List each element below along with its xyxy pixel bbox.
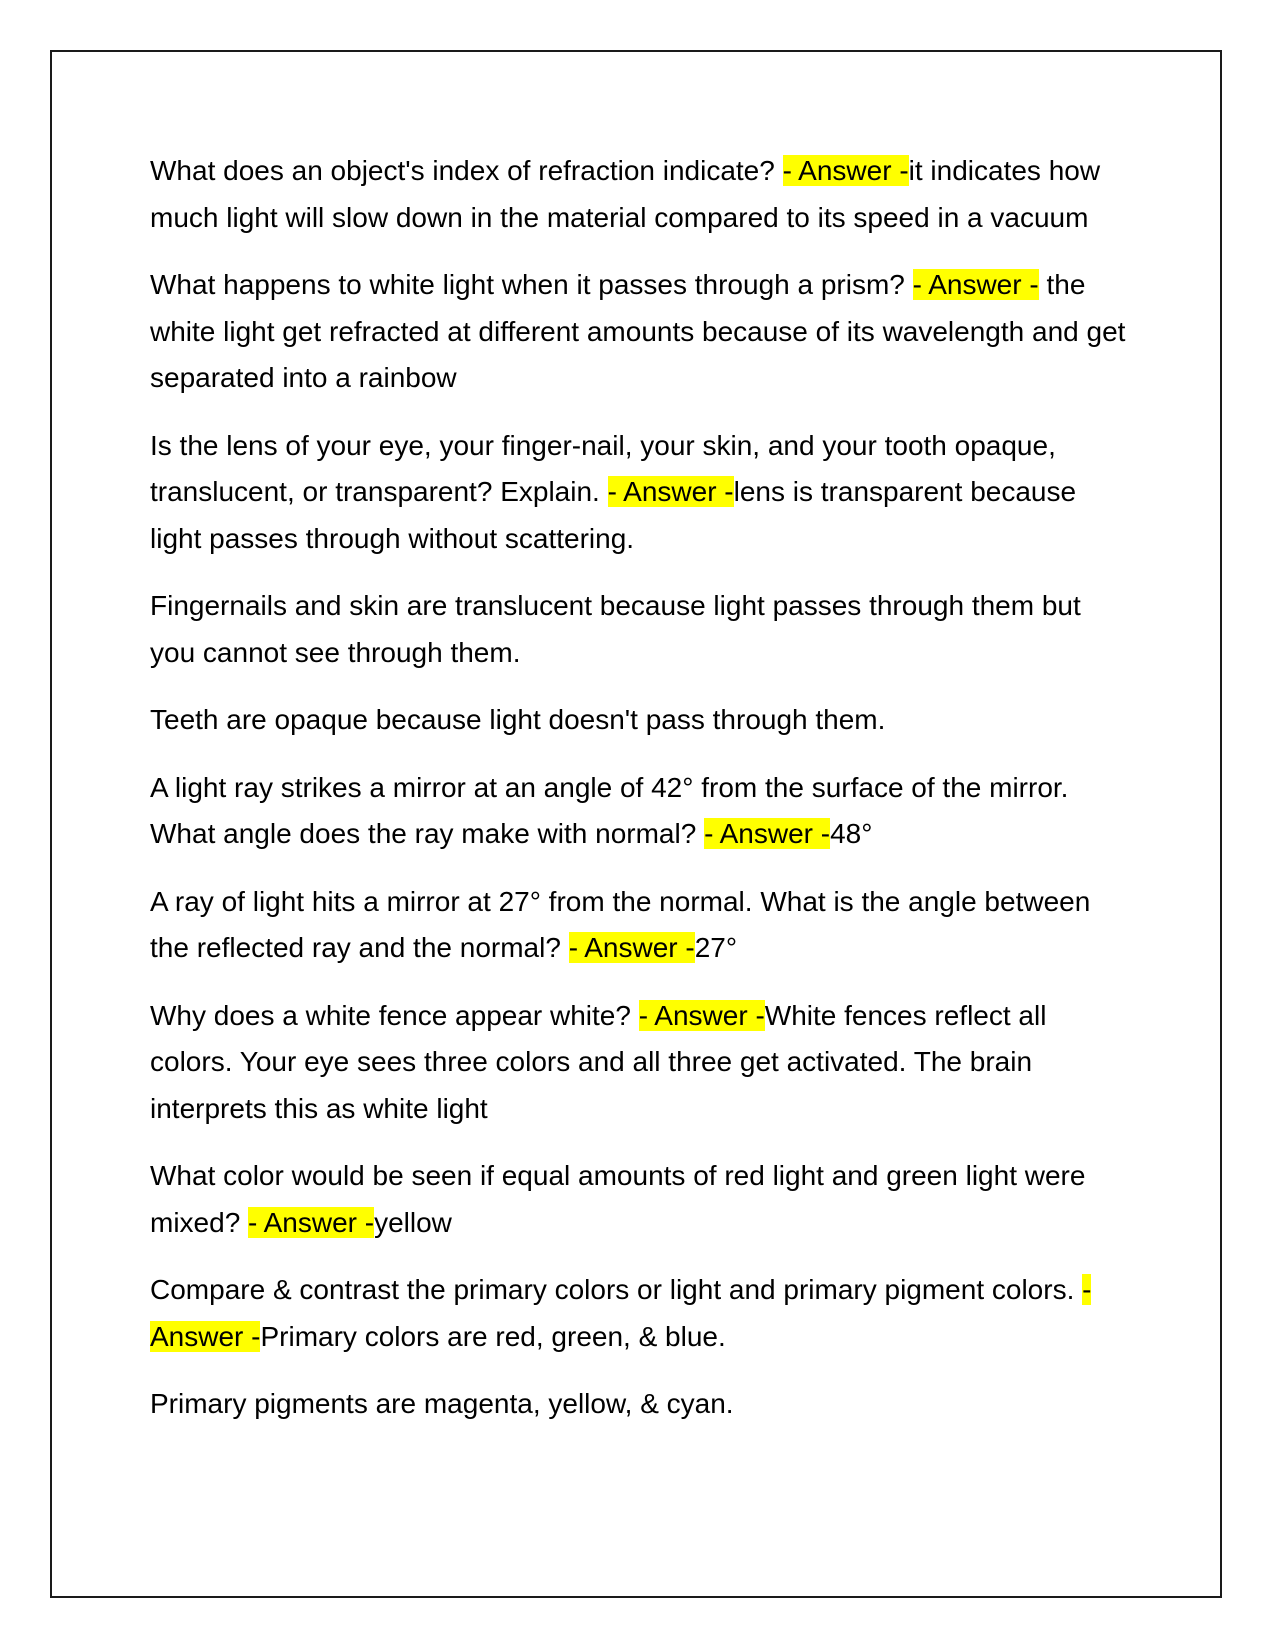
answer-text: White fences reflect all colors. Your eye sees three colors and all three get activated. The brain interprets this as white light [150, 999, 1047, 1124]
question-text: What does an object's index of refraction indicate? [150, 155, 783, 186]
answer-marker: - Answer - [782, 155, 909, 186]
answer-marker: - Answer - [248, 1206, 375, 1238]
answer-marker: - Answer - [568, 932, 695, 963]
question-text: A ray of light hits a mirror at 27° from the normal. What is the angle between the reflected ray and the normal? [150, 885, 1091, 963]
text-paragraph [150, 1381, 1130, 1428]
answer-text: lens is transparent because light passes through without scattering. [150, 476, 1077, 554]
question-text: Compare & contrast the primary colors or light and primary pigment colors. [150, 1274, 1083, 1305]
paragraph-text: Teeth are opaque because light doesn't pass through them. [150, 704, 886, 735]
question-text: Why does a white fence appear white? [150, 999, 639, 1031]
qa-paragraph [150, 423, 1130, 563]
answer-text: it indicates how much light will slow down in the material compared to its speed in a vacuum [150, 155, 1101, 233]
qa-paragraph [150, 993, 1130, 1133]
answer-marker: - Answer - [150, 1274, 1092, 1352]
question-text: A light ray strikes a mirror at an angle of 42° from the surface of the mirror. What angle does the ray make with normal? [150, 771, 1069, 849]
qa-paragraph [150, 765, 1130, 858]
answer-text: yellow [374, 1206, 452, 1238]
paragraph-text: Primary pigments are magenta, yellow, & cyan. [150, 1388, 734, 1419]
answer-marker: - Answer - [607, 476, 734, 507]
answer-text: the white light get refracted at different amounts because of its wavelength and get separated into a rainbow [150, 269, 1126, 393]
answer-marker: - Answer - [704, 818, 831, 849]
question-text: What color would be seen if equal amounts of red light and green light were mixed? [150, 1160, 1086, 1238]
text-paragraph [150, 697, 1130, 744]
qa-paragraph [150, 148, 1130, 241]
question-text: Is the lens of your eye, your finger-nail, your skin, and your tooth opaque, translucent, or transparent? Explain. [150, 429, 1056, 507]
answer-marker: - Answer - [638, 999, 765, 1031]
qa-paragraph [150, 1267, 1130, 1360]
question-text: What happens to white light when it passes through a prism? [150, 269, 913, 300]
qa-paragraph [150, 1153, 1130, 1246]
answer-text: Primary colors are red, green, & blue. [260, 1320, 726, 1352]
document-body [150, 148, 1130, 1449]
paragraph-text: Fingernails and skin are translucent because light passes through them but you cannot see through them. [150, 590, 1081, 668]
answer-text: 27° [694, 932, 738, 963]
answer-text: 48° [830, 818, 873, 849]
qa-paragraph [150, 262, 1130, 402]
answer-marker: - Answer - [912, 269, 1039, 300]
qa-paragraph [150, 879, 1130, 972]
text-paragraph [150, 583, 1130, 676]
